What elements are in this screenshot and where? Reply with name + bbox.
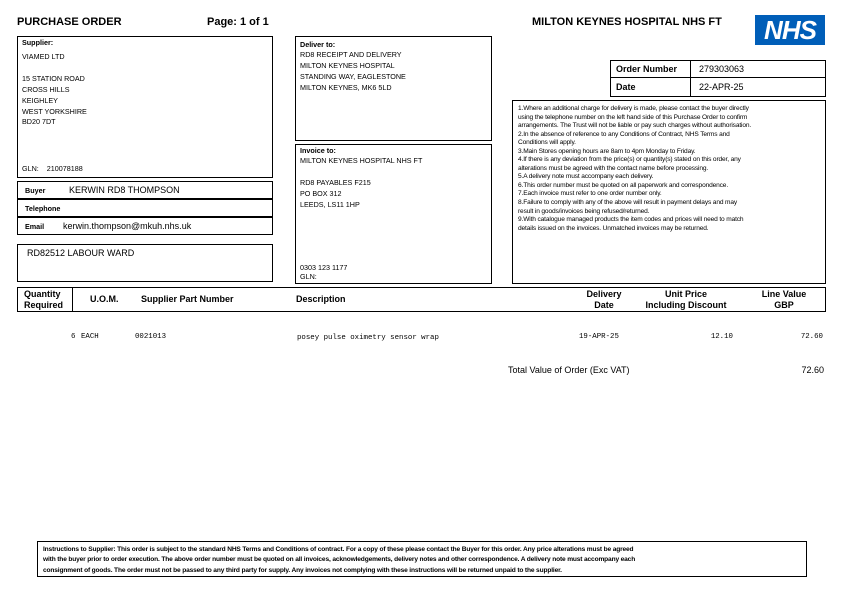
terms-line: Conditions will apply. xyxy=(518,139,576,147)
header-divider xyxy=(72,288,73,311)
terms-box xyxy=(512,100,826,284)
terms-line: 9.With catalogue managed products the item codes and prices will need to match xyxy=(518,216,744,224)
email-value[interactable]: kerwin.thompson@mkuh.nhs.uk xyxy=(63,221,192,231)
header-delivery-date xyxy=(578,289,630,311)
supplier-address-line: BD20 7DT xyxy=(22,117,56,127)
invoice-to-line: PO BOX 312 xyxy=(300,188,342,198)
telephone-row xyxy=(17,199,273,217)
deliver-to-box xyxy=(295,36,492,141)
invoice-to-line: MILTON KEYNES HOSPITAL NHS FT xyxy=(300,156,423,165)
terms-line: using the telephone number on the left hand side of this Purchase Order to confirm xyxy=(518,113,748,121)
supplier-address-line: 15 STATION ROAD xyxy=(22,73,85,83)
terms-line: 3.Main Stores opening hours are 8am to 4pm Monday to Friday. xyxy=(518,147,696,155)
supplier-address-line: CROSS HILLS xyxy=(22,84,70,94)
header-unit-price xyxy=(634,289,738,311)
invoice-to-box xyxy=(295,144,492,284)
terms-line: 8.Failure to comply with any of the above will result in payment delays and may xyxy=(518,199,738,207)
line-items-header xyxy=(17,287,826,312)
instructions-line: Instructions to Supplier: This order is subject to the standard NHS Terms and Conditions of contract. For a copy of these please contact the Buyer for this order. Any price alterations must be agreed xyxy=(43,546,634,553)
date-value: 22-APR-25 xyxy=(699,82,744,92)
terms-line: arrangements. The Trust will not be liable or pay such charges without authorisation. xyxy=(518,122,752,130)
supplier-address-line: VIAMED LTD xyxy=(22,52,65,61)
date-value-cell xyxy=(691,78,825,96)
header-quantity-line: Required xyxy=(24,300,64,310)
supplier-gln xyxy=(22,164,83,175)
supplier-address-line xyxy=(22,63,87,74)
terms-line: 6.This order number must be quoted on all paperwork and correspondence. xyxy=(518,181,729,189)
order-number-value: 279303063 xyxy=(699,64,745,74)
deliver-to-line: MILTON KEYNES HOSPITAL xyxy=(300,60,395,70)
header-quantity xyxy=(24,289,63,311)
row-quantity: 6 xyxy=(71,333,76,341)
terms-line: 7.Each invoice must refer to one order number only. xyxy=(518,190,662,198)
instructions-line: consignment of goods. The order must not be passed to any third party for supply. Any invoices not complying with these instructions will be returned unpaid to the supplier. xyxy=(43,566,562,574)
ward-box xyxy=(17,244,273,282)
header-line-value-line: Line Value xyxy=(761,289,807,299)
order-number-value-cell xyxy=(691,61,825,78)
supplier-address-line: KEIGHLEY xyxy=(22,95,58,105)
deliver-to-line: RD8 RECEIPT AND DELIVERY xyxy=(300,50,402,59)
terms-line: result in goods/invoices being refused/returned. xyxy=(518,207,650,215)
invoice-to-heading: Invoice to: xyxy=(300,146,336,155)
supplier-address xyxy=(22,52,87,128)
nhs-logo xyxy=(755,15,825,45)
instructions-box xyxy=(37,541,807,577)
supplier-gln-value: 210078188 xyxy=(46,164,83,173)
header-description: Description xyxy=(296,294,346,304)
order-number-label: Order Number xyxy=(616,64,678,74)
total-value: 72.60 xyxy=(801,365,824,375)
buyer-label: Buyer xyxy=(25,186,46,195)
telephone-label: Telephone xyxy=(25,204,61,213)
header-supplier-part: Supplier Part Number xyxy=(141,294,234,304)
terms-list xyxy=(518,105,751,233)
invoice-to-phone: 0303 123 1177 xyxy=(300,263,348,272)
header-unit-price-line: Unit Price xyxy=(664,289,707,299)
invoice-to-line xyxy=(300,167,422,178)
header-delivery-line: Date xyxy=(594,300,614,310)
buyer-value: KERWIN RD8 THOMPSON xyxy=(69,185,180,195)
invoice-to-address xyxy=(300,156,422,211)
table-row xyxy=(17,333,826,345)
invoice-to-gln: GLN: xyxy=(300,272,317,281)
row-delivery-date: 19-APR-25 xyxy=(579,333,619,341)
terms-line: 1.Where an additional charge for delivery is made, please contact the buyer directly xyxy=(518,105,749,112)
supplier-box xyxy=(17,36,273,178)
organisation-name: MILTON KEYNES HOSPITAL NHS FT xyxy=(532,16,722,28)
header-line-value-line: GBP xyxy=(774,300,794,310)
row-unit-price: 12.10 xyxy=(710,333,733,341)
date-label-cell xyxy=(611,78,691,96)
row-uom: EACH xyxy=(81,333,99,341)
ward-value: RD82512 LABOUR WARD xyxy=(27,248,135,258)
buyer-row xyxy=(17,181,273,199)
header-uom: U.O.M. xyxy=(90,294,119,304)
header-quantity-line: Quantity xyxy=(24,289,61,299)
deliver-to-line: MILTON KEYNES, MK6 5LD xyxy=(300,82,392,92)
deliver-to-line: STANDING WAY, EAGLESTONE xyxy=(300,71,406,81)
order-number-label-cell xyxy=(611,61,691,78)
instructions-line: with the buyer prior to order execution. The above order number must be quoted on all invoices, acknowledgements, delivery notes and other correspondence. A delivery note must accompany each xyxy=(43,556,636,564)
header-unit-price-line: Including Discount xyxy=(645,300,727,310)
terms-line: 2.In the absence of reference to any Conditions of Contract, NHS Terms and xyxy=(518,130,730,138)
page-indicator: Page: 1 of 1 xyxy=(207,16,269,28)
invoice-to-line: RD8 PAYABLES F215 xyxy=(300,177,371,187)
terms-line: 4.If there is any deviation from the price(s) or quantity(s) stated on this order, any xyxy=(518,156,741,164)
terms-line: details issued on the invoices. Unmatched invoices may be returned. xyxy=(518,224,709,232)
terms-line: alterations must be agreed with the contact name before processing. xyxy=(518,164,709,172)
nhs-logo-text: NHS xyxy=(764,15,816,45)
invoice-to-line: LEEDS, LS11 1HP xyxy=(300,199,360,209)
email-row xyxy=(17,217,273,235)
email-label: Email xyxy=(25,222,45,231)
deliver-to-address xyxy=(300,50,406,94)
row-supplier-part: 0021013 xyxy=(135,333,167,341)
terms-line: 5.A delivery note must accompany each delivery. xyxy=(518,173,654,181)
total-label: Total Value of Order (Exc VAT) xyxy=(508,365,630,375)
instructions-text xyxy=(43,545,635,576)
date-label: Date xyxy=(616,82,636,92)
supplier-address-line: WEST YORKSHIRE xyxy=(22,106,87,116)
supplier-heading: Supplier: xyxy=(22,38,54,47)
header-line-value xyxy=(748,289,820,311)
order-info-box xyxy=(610,60,826,97)
row-description: posey pulse oximetry sensor wrap xyxy=(297,334,439,342)
row-line-value: 72.60 xyxy=(800,333,823,341)
deliver-to-heading: Deliver to: xyxy=(300,40,336,49)
document-title: PURCHASE ORDER xyxy=(17,16,122,28)
header-delivery-line: Delivery xyxy=(586,289,622,299)
supplier-gln-label: GLN: xyxy=(22,164,39,173)
